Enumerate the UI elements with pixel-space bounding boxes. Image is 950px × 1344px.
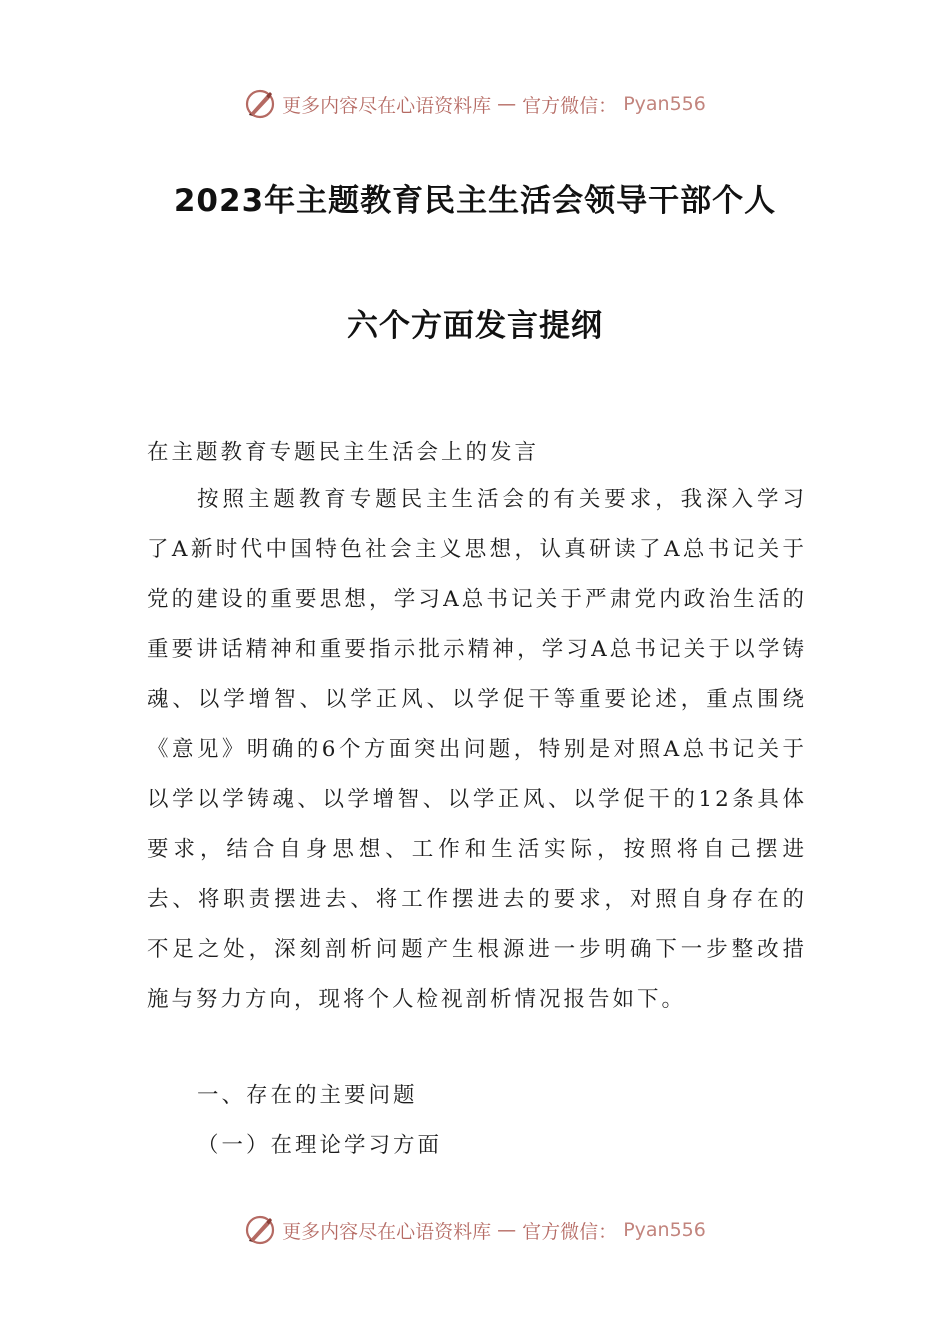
watermark-official-label: 官方微信： bbox=[522, 1220, 618, 1243]
watermark-dash: — bbox=[497, 93, 517, 115]
pen-logo-icon bbox=[244, 1214, 276, 1246]
document-title-line-2: 六个方面发言提纲 bbox=[347, 308, 603, 344]
watermark-footer bbox=[0, 1210, 950, 1250]
watermark-main-text: 更多内容尽在心语资料库 bbox=[282, 94, 492, 117]
watermark-account: Pyan556 bbox=[623, 93, 706, 115]
subsection-heading: （一）在理论学习方面 bbox=[197, 1133, 443, 1158]
pen-logo-icon bbox=[244, 88, 276, 120]
section-heading: 一、存在的主要问题 bbox=[197, 1083, 418, 1108]
watermark-dash: — bbox=[497, 1219, 517, 1241]
watermark-account: Pyan556 bbox=[623, 1219, 706, 1241]
watermark-official-label: 官方微信： bbox=[522, 94, 618, 117]
watermark-header bbox=[0, 84, 950, 124]
document-subtitle: 在主题教育专题民主生活会上的发言 bbox=[147, 440, 540, 465]
intro-paragraph: 按照主题教育专题民主生活会的有关要求，我深入学习了A新时代中国特色社会主义思想，认真研读了A总书记关于党的建设的重要思想，学习A总书记关于严肃党内政治生活的重要讲话精神和重要指示批示精神，学习A总书记关于以学铸魂、以学增智、以学正风、以学促干等重要论述，重点围绕《意见》明确的6个方面突出问题，特别是对照A总书记关于以学以学铸魂、以学增智、以学正风、以学促干的12条具体要求，结合自身思想、工作和生活实际，按照将自己摆进去、将职责摆进去、将工作摆进去的要求，对照自身存在的不足之处，深刻剖析问题产生根源进一步明确下一步整改措施与努力方向，现将个人检视剖析情况报告如下。 bbox=[147, 487, 807, 1012]
watermark-main-text: 更多内容尽在心语资料库 bbox=[282, 1220, 492, 1243]
document-title-line-1: 2023年主题教育民主生活会领导干部个人 bbox=[173, 183, 777, 219]
